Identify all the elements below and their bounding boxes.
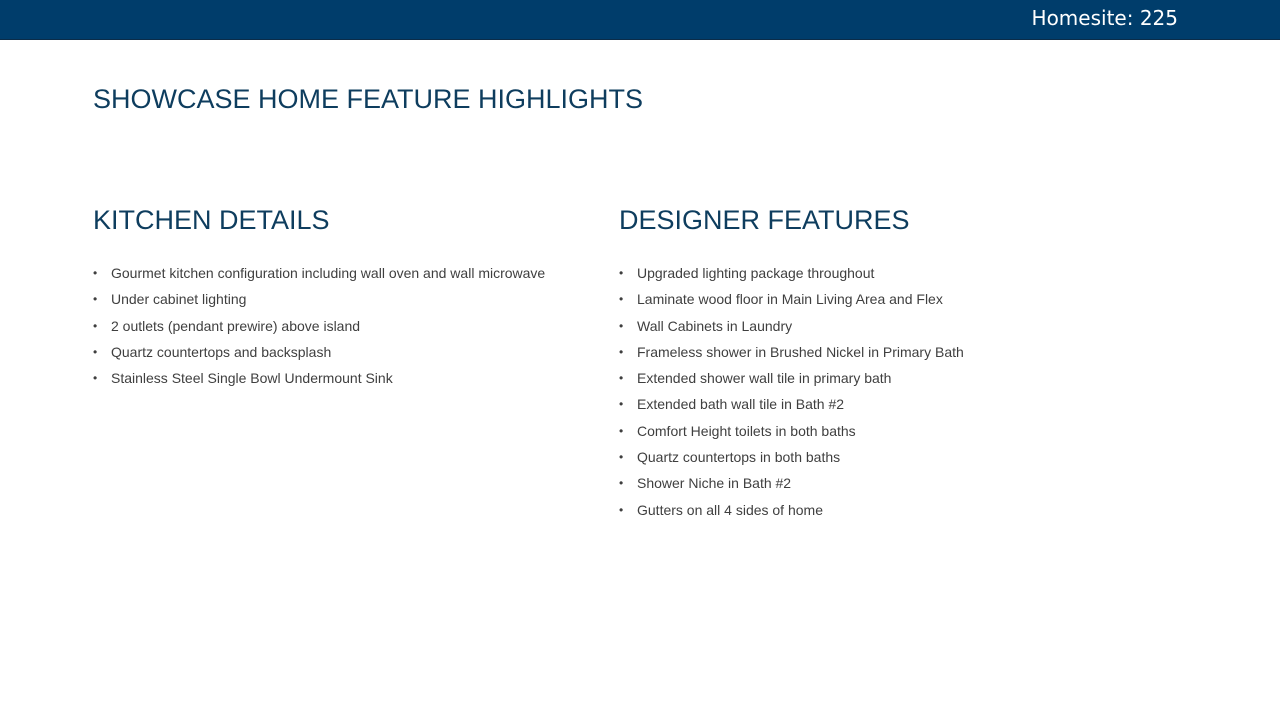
designer-feature-list — [619, 260, 1179, 523]
kitchen-feature-item: • 2 outlets (pendant prewire) above island — [93, 313, 593, 339]
kitchen-details-section — [93, 205, 593, 391]
designer-feature-item: • Laminate wood floor in Main Living Area and Flex — [619, 286, 1179, 312]
designer-feature-item: • Shower Niche in Bath #2 — [619, 470, 1179, 496]
designer-features-section — [619, 205, 1179, 523]
header-bar — [0, 0, 1280, 40]
designer-feature-item: • Upgraded lighting package throughout — [619, 260, 1179, 286]
designer-feature-item: • Frameless shower in Brushed Nickel in Primary Bath — [619, 339, 1179, 365]
kitchen-details-heading: KITCHEN DETAILS — [93, 205, 330, 235]
designer-feature-item: • Comfort Height toilets in both baths — [619, 418, 1179, 444]
page-title: SHOWCASE HOME FEATURE HIGHLIGHTS — [93, 84, 644, 114]
designer-feature-item: • Wall Cabinets in Laundry — [619, 313, 1179, 339]
kitchen-feature-item: • Quartz countertops and backsplash — [93, 339, 593, 365]
designer-feature-item: • Gutters on all 4 sides of home — [619, 497, 1179, 523]
designer-feature-item: • Extended bath wall tile in Bath #2 — [619, 391, 1179, 417]
designer-features-heading: DESIGNER FEATURES — [619, 205, 910, 235]
homesite-label: Homesite: 225 — [1031, 6, 1178, 30]
designer-feature-item: • Extended shower wall tile in primary bath — [619, 365, 1179, 391]
kitchen-feature-item: • Under cabinet lighting — [93, 286, 593, 312]
kitchen-feature-item: • Gourmet kitchen configuration including wall oven and wall microwave — [93, 260, 593, 286]
designer-feature-item: • Quartz countertops in both baths — [619, 444, 1179, 470]
kitchen-feature-list — [93, 260, 593, 391]
kitchen-feature-item: • Stainless Steel Single Bowl Undermount Sink — [93, 365, 593, 391]
